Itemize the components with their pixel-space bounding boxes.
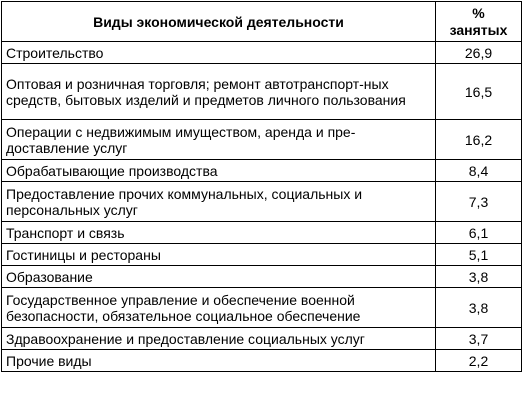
table-row — [2, 244, 522, 266]
employment-by-activity-table — [1, 1, 522, 372]
percent-cell: 6,1 — [436, 222, 522, 244]
percent-cell: 3,7 — [436, 328, 522, 350]
activity-cell: Образование — [2, 266, 436, 288]
activity-column-header: Виды экономической деятельности — [2, 2, 436, 42]
table-row — [2, 64, 522, 120]
percent-cell: 7,3 — [436, 182, 522, 222]
activity-cell: Здравоохранение и предоставление социальных услуг — [2, 328, 436, 350]
table-row — [2, 222, 522, 244]
percent-cell: 16,2 — [436, 120, 522, 160]
percent-sign: % — [472, 4, 485, 21]
activity-cell: Предоставление прочих коммунальных, социальных и персональных услуг — [2, 182, 436, 222]
activity-cell: Государственное управление и обеспечение военной безопасности, обязательное социальное обеспечение — [2, 288, 436, 328]
percent-cell: 3,8 — [436, 266, 522, 288]
percent-cell: 3,8 — [436, 288, 522, 328]
activity-cell: Обрабатывающие производства — [2, 160, 436, 182]
percent-label: занятых — [449, 21, 508, 38]
percent-cell: 16,5 — [436, 64, 522, 120]
percent-cell: 5,1 — [436, 244, 522, 266]
activity-cell: Оптовая и розничная торговля; ремонт автотранспорт-ных средств, бытовых изделий и предметов личного пользования — [2, 64, 436, 120]
table-row — [2, 288, 522, 328]
activity-cell: Гостиницы и рестораны — [2, 244, 436, 266]
table-row — [2, 160, 522, 182]
percent-cell: 8,4 — [436, 160, 522, 182]
percent-column-header — [436, 2, 522, 42]
table-row — [2, 182, 522, 222]
percent-cell: 2,2 — [436, 350, 522, 372]
table-header-row — [2, 2, 522, 42]
percent-cell: 26,9 — [436, 42, 522, 64]
activity-cell: Операции с недвижимым имуществом, аренда и пре-доставление услуг — [2, 120, 436, 160]
activity-cell: Прочие виды — [2, 350, 436, 372]
table-row — [2, 350, 522, 372]
activity-cell: Транспорт и связь — [2, 222, 436, 244]
table-row — [2, 328, 522, 350]
table-row — [2, 266, 522, 288]
table-row — [2, 120, 522, 160]
activity-cell: Строительство — [2, 42, 436, 64]
table-row — [2, 42, 522, 64]
